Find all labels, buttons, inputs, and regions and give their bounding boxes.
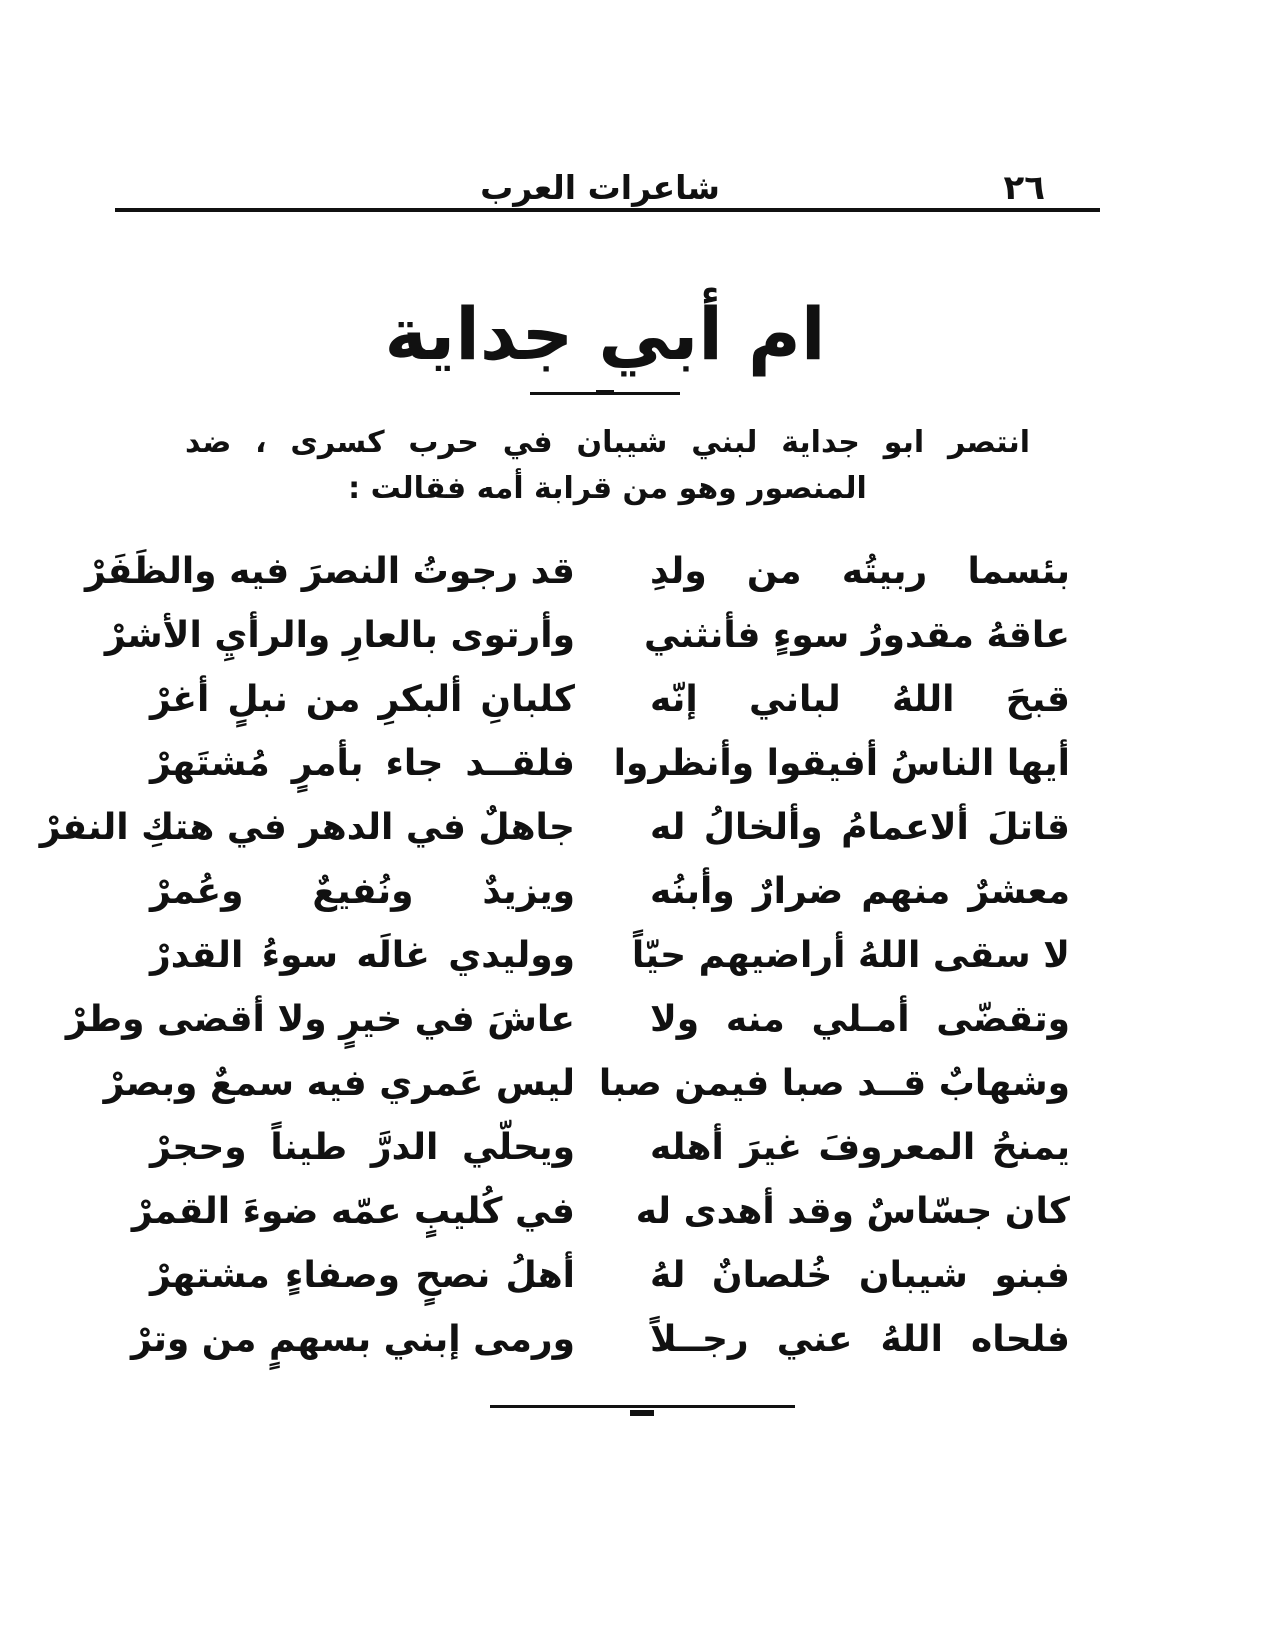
verse-first-hemistich: يمنحُ المعروفَ غيرَ أهله	[650, 1127, 1070, 1168]
verse	[130, 1308, 1080, 1372]
verse-first-hemistich: معشرٌ منهم ضرارٌ وأبنُه	[650, 871, 1070, 912]
verse-second-hemistich: عاشَ في خيرٍ ولا أقضى وطرْ	[65, 999, 575, 1040]
verse	[65, 988, 1080, 1052]
footer-ornament-rule	[490, 1405, 795, 1408]
verse-second-hemistich: جاهلٌ في الدهر في هتكِ النفرْ	[39, 807, 575, 848]
verse	[140, 860, 1080, 924]
verse-second-hemistich: ويزيدٌ ونُفيعٌ وعُمرْ	[150, 871, 575, 912]
verse	[140, 1116, 1080, 1180]
verse	[140, 732, 1080, 796]
verse	[140, 668, 1080, 732]
verse-second-hemistich: ليس عَمري فيه سمعٌ وبصرْ	[103, 1063, 575, 1104]
verse-second-hemistich: فلقــد جاء بأمرٍ مُشتَهرْ	[150, 743, 575, 784]
verse-second-hemistich: قد رجوتُ النصرَ فيه والظَفَرْ	[84, 551, 575, 592]
header-rule	[115, 208, 1100, 212]
verse-first-hemistich: قاتلَ ألاعمامُ وألخالُ له	[650, 807, 1070, 848]
verse	[140, 1244, 1080, 1308]
verse-second-hemistich: في كُليبٍ عمّه ضوءَ القمرْ	[131, 1191, 575, 1232]
verse-first-hemistich: لا سقى اللهُ أراضيهم حيّاً	[631, 935, 1070, 976]
verse-second-hemistich: أهلُ نصحٍ وصفاءٍ مشتهرْ	[150, 1255, 575, 1296]
poem-title: ام أبي جداية	[384, 292, 826, 376]
verse-first-hemistich: أيها الناسُ أفيقوا وأنظروا	[613, 743, 1070, 784]
verse-second-hemistich: ويحلّي الدرَّ طيناً وحجرْ	[150, 1127, 575, 1168]
verse-first-hemistich: عاقهُ مقدورُ سوءٍ فأنثني	[643, 615, 1070, 656]
verse-first-hemistich: قبحَ اللهُ لباني إنّه	[650, 679, 1070, 720]
verse-first-hemistich: كان جسّاسٌ وقد أهدى له	[635, 1191, 1070, 1232]
verse-first-hemistich: بئسما ربيتُه من ولدِ	[650, 551, 1070, 592]
verse	[84, 540, 1080, 604]
verse-first-hemistich: فلحاه اللهُ عني رجــلاً	[650, 1319, 1070, 1360]
verse	[103, 1052, 1080, 1116]
verse-first-hemistich: وتقضّى أمـلي منه ولا	[650, 999, 1070, 1040]
verse	[131, 1180, 1080, 1244]
verse-second-hemistich: كلبانِ ألبكرِ من نبلٍ أغرْ	[150, 679, 575, 720]
verse-second-hemistich: وأرتوى بالعارِ والرأيِ الأشرْ	[104, 615, 575, 656]
verse-first-hemistich: وشهابٌ قــد صبا فيمن صبا	[598, 1063, 1070, 1104]
title-ornament-rule	[530, 392, 680, 395]
book-title: شاعرات العرب	[480, 168, 720, 207]
verse	[140, 924, 1080, 988]
verse-second-hemistich: ووليدي غالَه سوءُ القدرْ	[150, 935, 575, 976]
verse	[39, 796, 1080, 860]
verse	[104, 604, 1080, 668]
verse-second-hemistich: ورمى إبني بسهمٍ من وترْ	[130, 1319, 575, 1360]
page-number: ٢٦	[1003, 168, 1045, 208]
poem-intro: انتصر ابو جداية لبني شيبان في حرب كسرى ، ضد المنصور وهو من قرابة أمه فقالت :	[185, 425, 1030, 506]
running-header	[115, 160, 1100, 210]
verse-list	[39, 540, 1080, 1372]
verse-first-hemistich: فبنو شيبان خُلصانٌ لهُ	[650, 1255, 1070, 1296]
